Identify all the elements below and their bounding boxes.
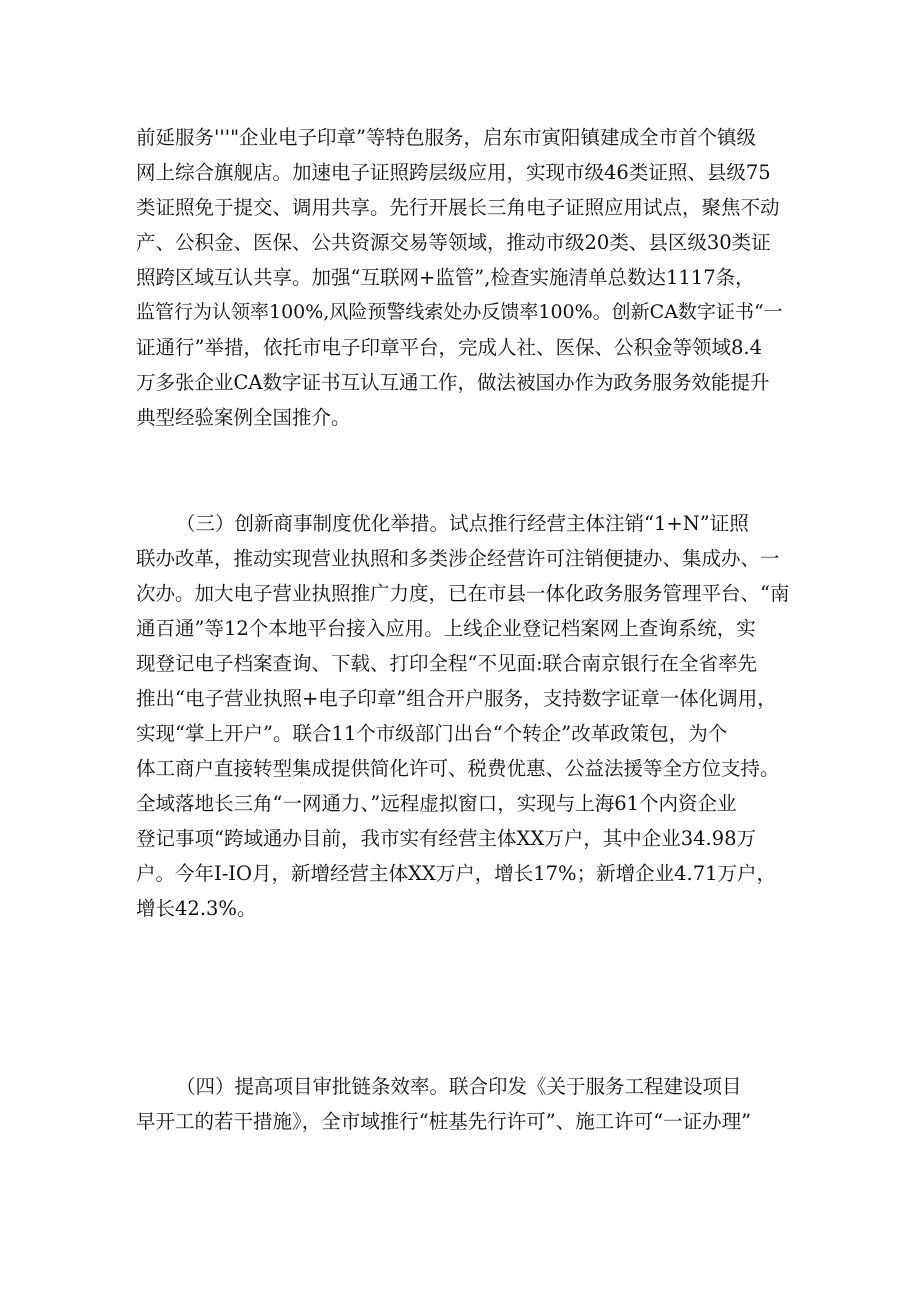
paragraph-heading-line: （三）创新商事制度优化举措。试点推行经营主体注销“1+N”证照 (176, 512, 749, 535)
paragraph-electronic-certificates (136, 120, 796, 435)
paragraph-line: 典型经验案例全国推介。 (136, 406, 351, 429)
paragraph-line: 类证照免于提交、调用共享。先行开展长三角电子证照应用试点，聚焦不动 (136, 196, 780, 219)
paragraph-heading-line: （四）提高项目审批链条效率。联合印发《关于服务工程建设项目 (176, 1075, 742, 1098)
paragraph-commercial-reform (136, 506, 796, 926)
paragraph-line: 全域落地长三角“一网通力、”远程虚拟窗口，实现与上海61个内资企业 (136, 792, 737, 815)
paragraph-line: 证通行”举措，依托市电子印章平台，完成人社、医保、公积金等领域8.4 (136, 336, 762, 359)
paragraph-line: 现登记电子档案查询、下载、打印全程“不见面:联合南京银行在全省率先 (136, 652, 758, 675)
paragraph-line: 体工商户直接转型集成提供简化许可、税费优惠、公益法援等全方位支持。 (136, 757, 780, 780)
paragraph-line: 次办。加大电子营业执照推广力度，已在市县一体化政务服务管理平台、“南 (136, 582, 790, 605)
paragraph-project-approval (136, 1069, 796, 1139)
paragraph-line: 网上综合旗舰店。加速电子证照跨层级应用，实现市级46类证照、县级75 (136, 161, 771, 184)
paragraph-line: 户。今年I-IO月，新增经营主体XX万户，增长17%；新增企业4.71万户， (136, 862, 777, 885)
paragraph-line: 万多张企业CA数字证书互认互通工作，做法被国办作为政务服务效能提升 (136, 371, 770, 394)
paragraph-line: 照跨区域互认共享。加强“互联网+监管”,检查实施清单总数达1117条， (136, 266, 755, 289)
paragraph-line: 产、公积金、医保、公共资源交易等领域，推动市级20类、县区级30类证 (136, 231, 771, 254)
paragraph-line: 推出“电子营业执照+电子印章”组合开户服务，支持数字证章一体化调用， (136, 687, 777, 710)
paragraph-line: 增长42.3%。 (136, 897, 257, 920)
paragraph-line: 监管行为认领率100%,风险预警线索处办反馈率100%。创新CA数字证书“一 (136, 301, 783, 323)
paragraph-line: 联办改革，推动实现营业执照和多类涉企经营许可注销便捷办、集成办、一 (136, 547, 780, 570)
paragraph-line: 登记事项“跨域通办目前，我市实有经营主体XX万户，其中企业34.98万 (136, 827, 757, 850)
paragraph-line: 实现“掌上开户”。联合11个市级部门出台“个转企”改革政策包，为个 (136, 722, 728, 745)
paragraph-line: 通百通”等12个本地平台接入应用。上线企业登记档案网上查询系统，实 (136, 617, 756, 640)
paragraph-line: 前延服务'''"企业电子印章”等特色服务，启东市寅阳镇建成全市首个镇级 (136, 126, 757, 149)
paragraph-line: 早开工的若干措施》，全市域推行“桩基先行许可”、施工许可“一证办理” (136, 1110, 752, 1133)
